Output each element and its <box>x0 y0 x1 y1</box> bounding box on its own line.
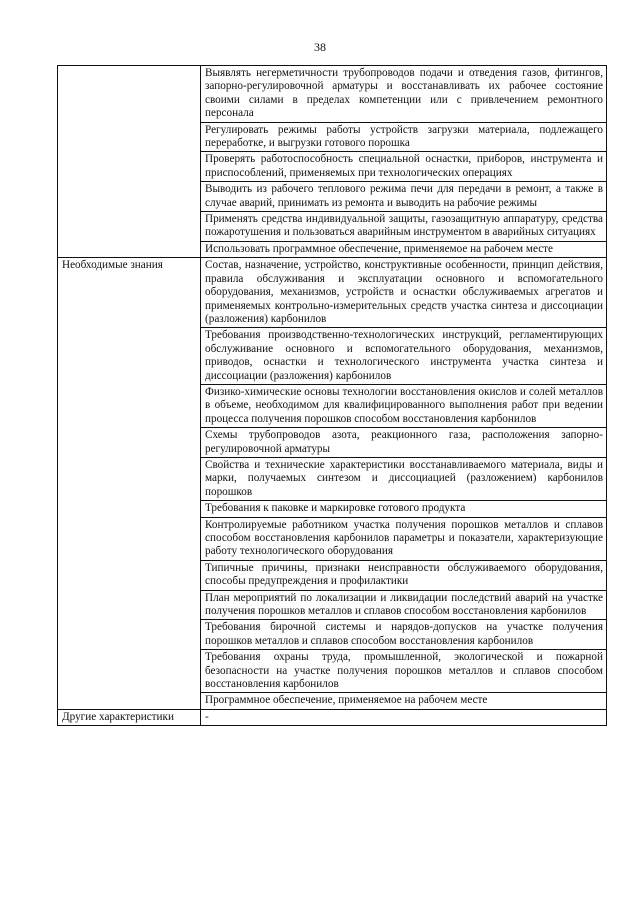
requirements-table-body <box>58 66 607 726</box>
requirement-item: Требования охраны труда, промышленной, экологической и пожарной безопасности на участке получения порошков металлов и сплавов способом восстановления карбонилов <box>201 650 607 693</box>
requirement-item: Схемы трубопроводов азота, реакционного газа, расположения запорно-регулировочной арматуры <box>201 428 607 458</box>
requirement-item: Выявлять негерметичности трубопроводов подачи и отведения газов, фитингов, запорно-регулировочной арматуры и восстанавливать их рабочее состояние своими силами в пределах компетенции или с привлечением ремонтного персонала <box>201 66 607 123</box>
requirement-item: Применять средства индивидуальной защиты, газозащитную аппаратуру, средства пожаротушения и пользоваться аварийным инструментом в аварийных ситуациях <box>201 212 607 242</box>
section-label <box>58 66 201 258</box>
requirement-item: Программное обеспечение, применяемое на рабочем месте <box>201 693 607 709</box>
requirement-item: Состав, назначение, устройство, конструктивные особенности, принцип действия, правила обслуживания и эксплуатации основного и вспомогательного оборудования, механизмов, устройств и оснастки обслуживаемых агрегатов и применяемых контрольно-измерительных средств участка синтеза и диссоциации (разложения) карбонилов <box>201 258 607 328</box>
requirement-item: Свойства и технические характеристики восстанавливаемого материала, виды и марки, получаемых синтезом и диссоциацией (разложением) карбонилов порошков <box>201 457 607 500</box>
requirement-item: - <box>201 709 607 725</box>
requirement-item: Использовать программное обеспечение, применяемое на рабочем месте <box>201 241 607 257</box>
requirement-item: Физико-химические основы технологии восстановления окислов и солей металлов в объеме, необходимом для квалифицированного выполнения работ при ведении процесса получения порошков способом восстановления карбонилов <box>201 384 607 427</box>
requirement-item: Регулировать режимы работы устройств загрузки материала, подлежащего переработке, и выгрузки готового порошка <box>201 122 607 152</box>
page-number: 38 <box>314 40 326 54</box>
table-row <box>58 258 607 328</box>
requirement-item: Требования производственно-технологических инструкций, регламентирующих обслуживание основного и вспомогательного оборудования, механизмов, приводов, оснастки и технологического инструмента участка синтеза и диссоциации (разложения) карбонилов <box>201 328 607 385</box>
requirement-item: Контролируемые работником участка получения порошков металлов и сплавов способом восстановления карбонилов параметры и показатели, характеризующие работу технологического оборудования <box>201 517 607 560</box>
section-label: Необходимые знания <box>58 258 201 710</box>
requirement-item: План мероприятий по локализации и ликвидации последствий аварий на участке получения порошков металлов и сплавов способом восстановления карбонилов <box>201 590 607 620</box>
requirement-item: Требования бирочной системы и нарядов-допусков на участке получения порошков металлов и сплавов способом восстановления карбонилов <box>201 620 607 650</box>
requirement-item: Типичные причины, признаки неисправности обслуживаемого оборудования, способы предупреждения и профилактики <box>201 560 607 590</box>
table-row <box>58 66 607 123</box>
section-label: Другие характеристики <box>58 709 201 725</box>
requirement-item: Выводить из рабочего теплового режима печи для передачи в ремонт, а также в случае аварий, принимать из ремонта и выводить на рабочие режимы <box>201 182 607 212</box>
requirement-item: Проверять работоспособность специальной оснастки, приборов, инструмента и приспособлений, применяемых при технологических операциях <box>201 152 607 182</box>
requirements-table <box>57 65 607 726</box>
requirement-item: Требования к паковке и маркировке готового продукта <box>201 501 607 517</box>
table-row <box>58 709 607 725</box>
